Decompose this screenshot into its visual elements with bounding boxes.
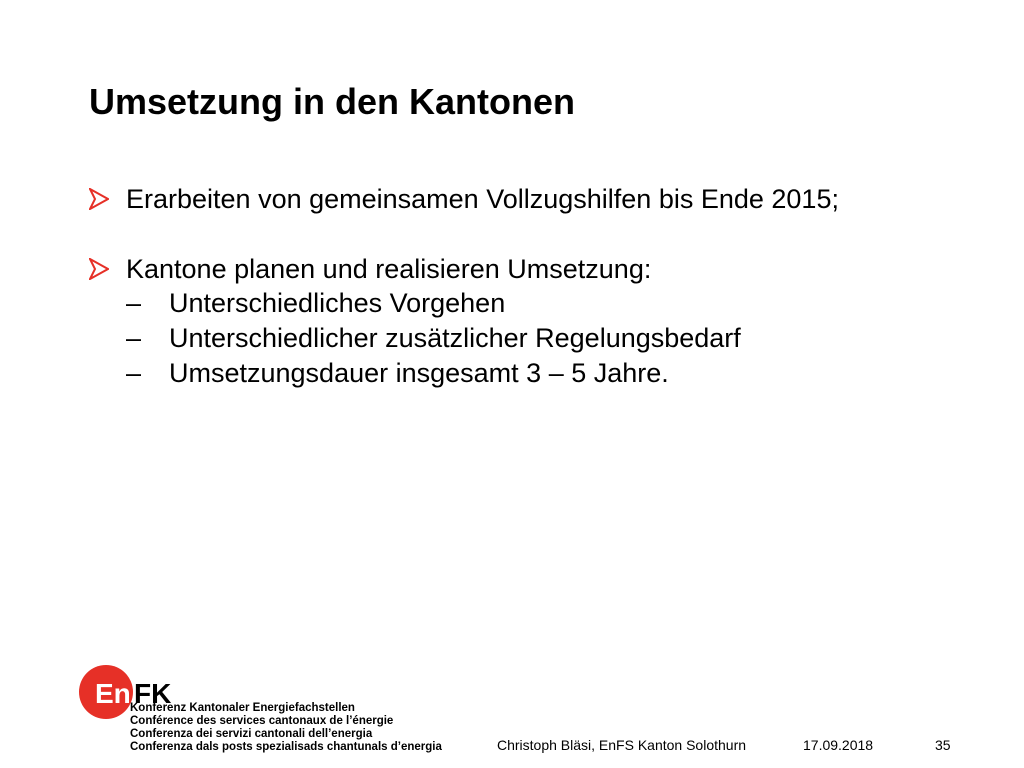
logo-mark-fk: FK: [134, 678, 172, 709]
dash-marker: –: [126, 288, 142, 318]
logo-line: Conferenza dals posts spezialisads chantunals d’energia: [130, 741, 442, 753]
arrow-bullet-icon: [89, 188, 109, 210]
logo-line: Konferenz Kantonaler Energiefachstellen: [130, 702, 355, 714]
footer-author: Christoph Bläsi, EnFS Kanton Solothurn: [497, 737, 747, 753]
bullet-text: Erarbeiten von gemeinsamen Vollzugshilfen bis Ende 2015;: [126, 184, 839, 214]
sub-item-text: Unterschiedlicher zusätzlicher Regelungsbedarf: [169, 323, 741, 353]
logo-line: Conferenza dei servizi cantonali dell’energia: [130, 728, 373, 740]
footer-date: 17.09.2018: [803, 737, 874, 753]
footer-page-number: 35: [935, 737, 951, 753]
dash-marker: –: [126, 323, 142, 353]
arrow-bullet-icon: [89, 258, 109, 280]
sub-item-text: Unterschiedliches Vorgehen: [169, 288, 506, 318]
bullet-text: Kantone planen und realisieren Umsetzung:: [126, 254, 652, 284]
logo-mark-en: En: [95, 678, 131, 709]
dash-marker: –: [126, 358, 142, 388]
enfk-logo: [78, 664, 442, 760]
logo-line: Conférence des services cantonaux de l’énergie: [130, 715, 394, 727]
sub-item-text: Umsetzungsdauer insgesamt 3 – 5 Jahre.: [169, 358, 669, 388]
logo-organization-names: [130, 702, 442, 754]
slide-title: Umsetzung in den Kantonen: [89, 81, 575, 122]
